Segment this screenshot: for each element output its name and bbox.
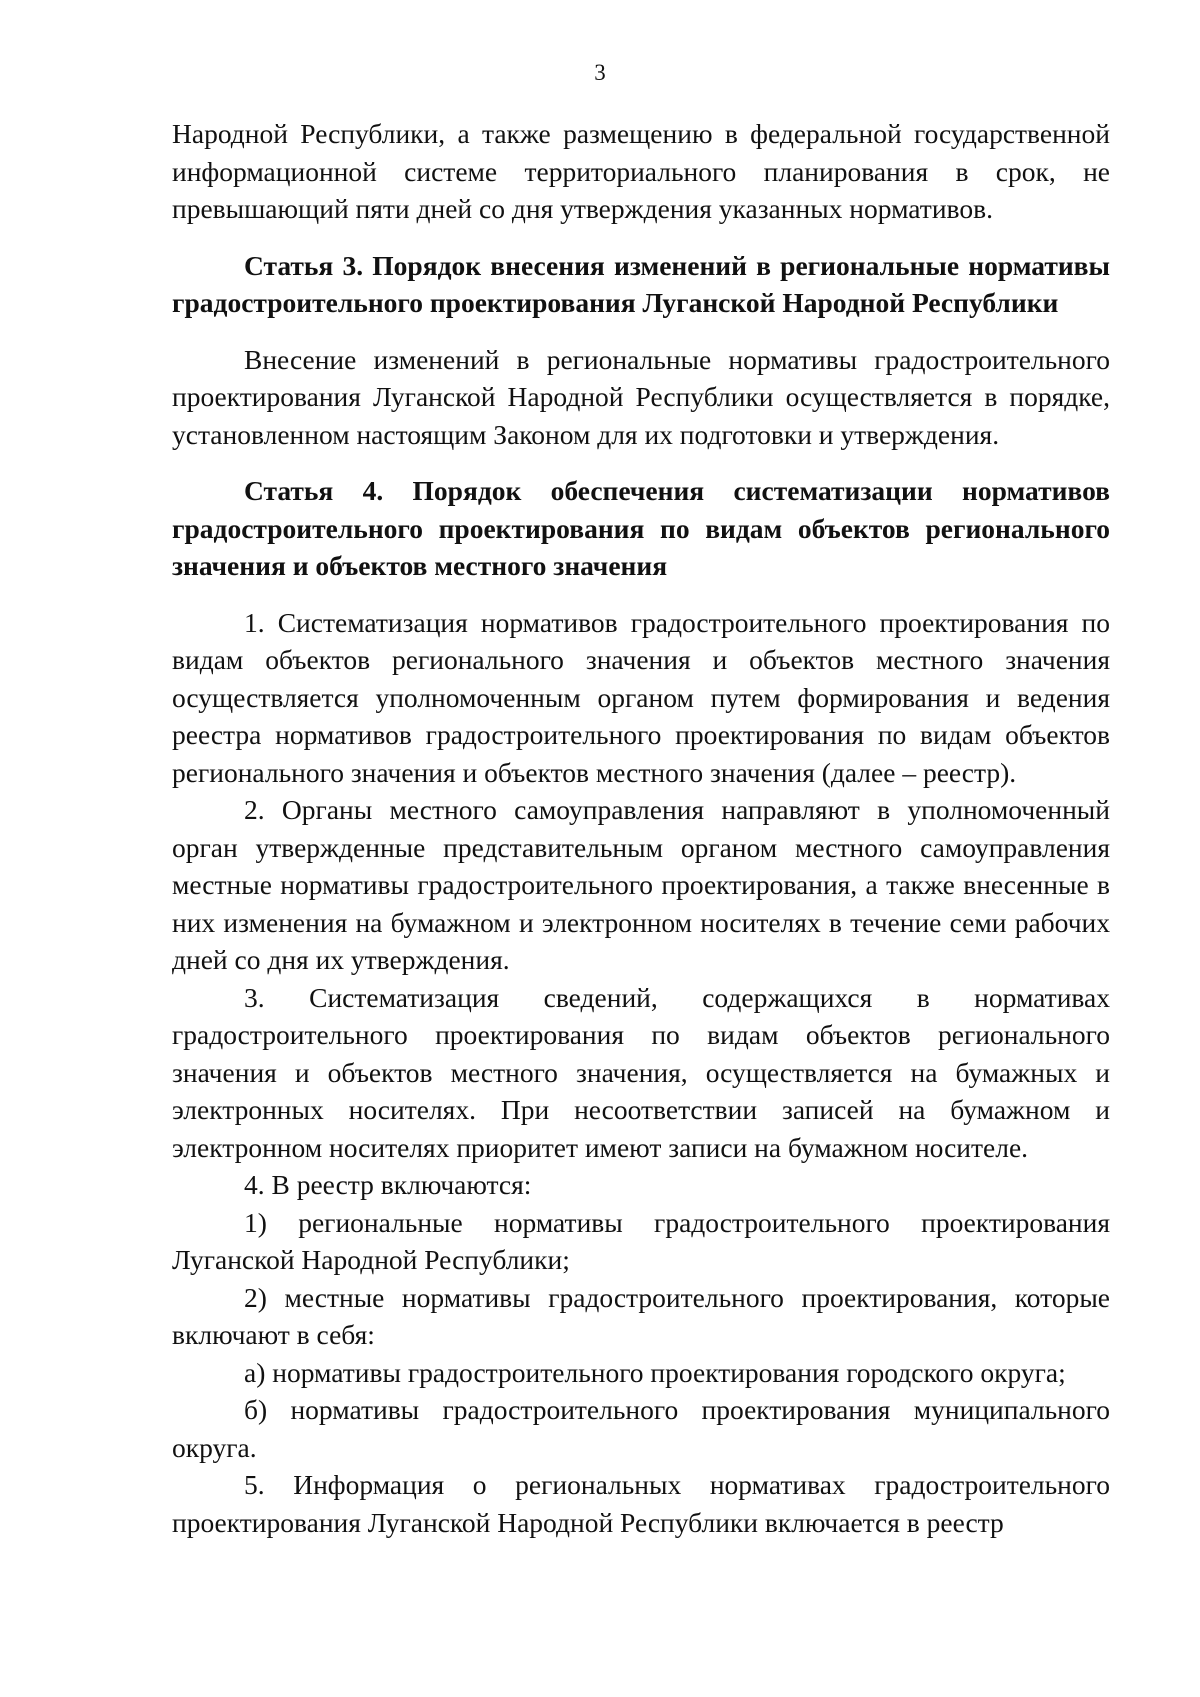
- article-4-clause-4-item-2a: а) нормативы градостроительного проектирования городского округа;: [244, 1356, 1066, 1388]
- article-4-heading: Статья 4. Порядок обеспечения систематизации нормативов градостроительного проектирования по видам объектов регионального значения и объектов местного значения: [172, 475, 1110, 581]
- paragraph-continuation: Народной Республики, а также размещению в федеральной государственной информационной системе территориального планирования в срок, не превышающий пяти дней со дня утверждения указанных нормативов.: [172, 118, 1110, 224]
- document-body: [172, 115, 1110, 1541]
- article-3-paragraph: Внесение изменений в региональные нормативы градостроительного проектирования Луганской Народной Республики осуществляется в порядке, установленном настоящим Законом для их подготовки и утверждения.: [172, 343, 1110, 450]
- page-number: 3: [594, 60, 606, 85]
- article-4-clause-1: 1. Систематизация нормативов градостроительного проектирования по видам объектов регионального значения и объектов местного значения осуществляется уполномоченным органом путем формирования и ведения реестра нормативов градостроительного проектирования по видам объектов регионального значения и объектов местного значения (далее – реестр).: [172, 606, 1110, 788]
- article-3-heading: Статья 3. Порядок внесения изменений в региональные нормативы градостроительного проектирования Луганской Народной Республики: [172, 249, 1110, 318]
- article-4-clause-4-item-2b: б) нормативы градостроительного проектирования муниципального округа.: [172, 1394, 1110, 1463]
- article-4-clause-2: 2. Органы местного самоуправления направляют в уполномоченный орган утвержденные представительным органом местного самоуправления местные нормативы градостроительного проектирования, а также внесенные в них изменения на бумажном и электронном носителях в течение семи рабочих дней со дня их утверждения.: [172, 794, 1110, 975]
- article-4-clause-4-item-1: 1) региональные нормативы градостроительного проектирования Луганской Народной Республики;: [172, 1206, 1110, 1275]
- article-4-clause-4-item-2: 2) местные нормативы градостроительного проектирования, которые включают в себя:: [172, 1281, 1110, 1350]
- article-4-clause-5: 5. Информация о региональных нормативах градостроительного проектирования Луганской Народной Республики включается в реестр: [172, 1469, 1110, 1538]
- article-4-clause-3: 3. Систематизация сведений, содержащихся в нормативах градостроительного проектирования по видам объектов регионального значения и объектов местного значения, осуществляется на бумажных и электронных носителях. При несоответствии записей на бумажном и электронном носителях приоритет имеют записи на бумажном носителе.: [172, 981, 1110, 1163]
- article-4-clause-4: 4. В реестр включаются:: [244, 1169, 532, 1200]
